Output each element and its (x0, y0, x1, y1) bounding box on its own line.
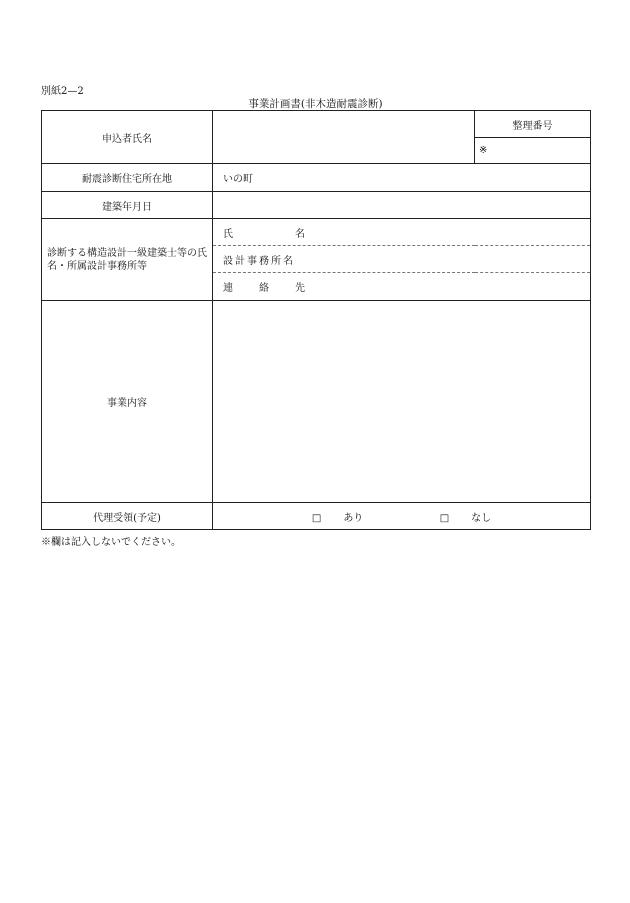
built-date-label: 建築年月日 (42, 192, 213, 219)
built-date-field[interactable] (213, 192, 591, 219)
architect-name-char-1: 氏 (223, 228, 233, 240)
architect-label: 診断する構造設計一級建築士等の氏名・所属設計事務所等 (42, 219, 213, 301)
architect-contact-field[interactable] (213, 273, 591, 301)
architect-name-field[interactable] (213, 219, 591, 246)
project-content-label: 事業内容 (42, 301, 213, 503)
architect-contact-label (223, 279, 305, 294)
proxy-yes-option[interactable] (312, 509, 363, 524)
applicant-name-field[interactable] (213, 111, 475, 164)
reference-no-label: 整理番号 (475, 111, 591, 138)
architect-contact-char-1: 連 (223, 283, 233, 294)
proxy-no-checkbox[interactable]: □ (439, 512, 450, 524)
form-id: 別紙2—2 (41, 86, 84, 97)
location-field[interactable] (213, 164, 591, 192)
reference-no-field[interactable] (475, 138, 591, 164)
proxy-no-option[interactable] (440, 509, 491, 524)
application-form-table (41, 110, 591, 530)
footnote: ※欄は記入しないでください。 (41, 537, 181, 548)
document-title: 事業計画書(非木造耐震診断) (248, 98, 383, 110)
proxy-options (213, 503, 591, 530)
architect-name-char-2: 名 (295, 228, 305, 240)
architect-contact-char-3: 先 (295, 283, 305, 294)
architect-name-label (223, 225, 305, 240)
applicant-name-label: 申込者氏名 (42, 111, 213, 164)
location-value: いの町 (223, 174, 253, 185)
architect-contact-char-2: 絡 (259, 283, 269, 294)
proxy-label: 代理受領(予定) (42, 503, 213, 530)
location-label: 耐震診断住宅所在地 (42, 164, 213, 192)
reference-mark: ※ (479, 145, 488, 156)
proxy-yes-checkbox[interactable]: □ (311, 512, 322, 524)
proxy-no-label: なし (471, 512, 492, 524)
proxy-yes-label: あり (343, 512, 364, 524)
architect-office-label: 設計事務所名 (223, 255, 295, 267)
project-content-field[interactable] (213, 301, 591, 503)
architect-office-field[interactable] (213, 246, 591, 273)
